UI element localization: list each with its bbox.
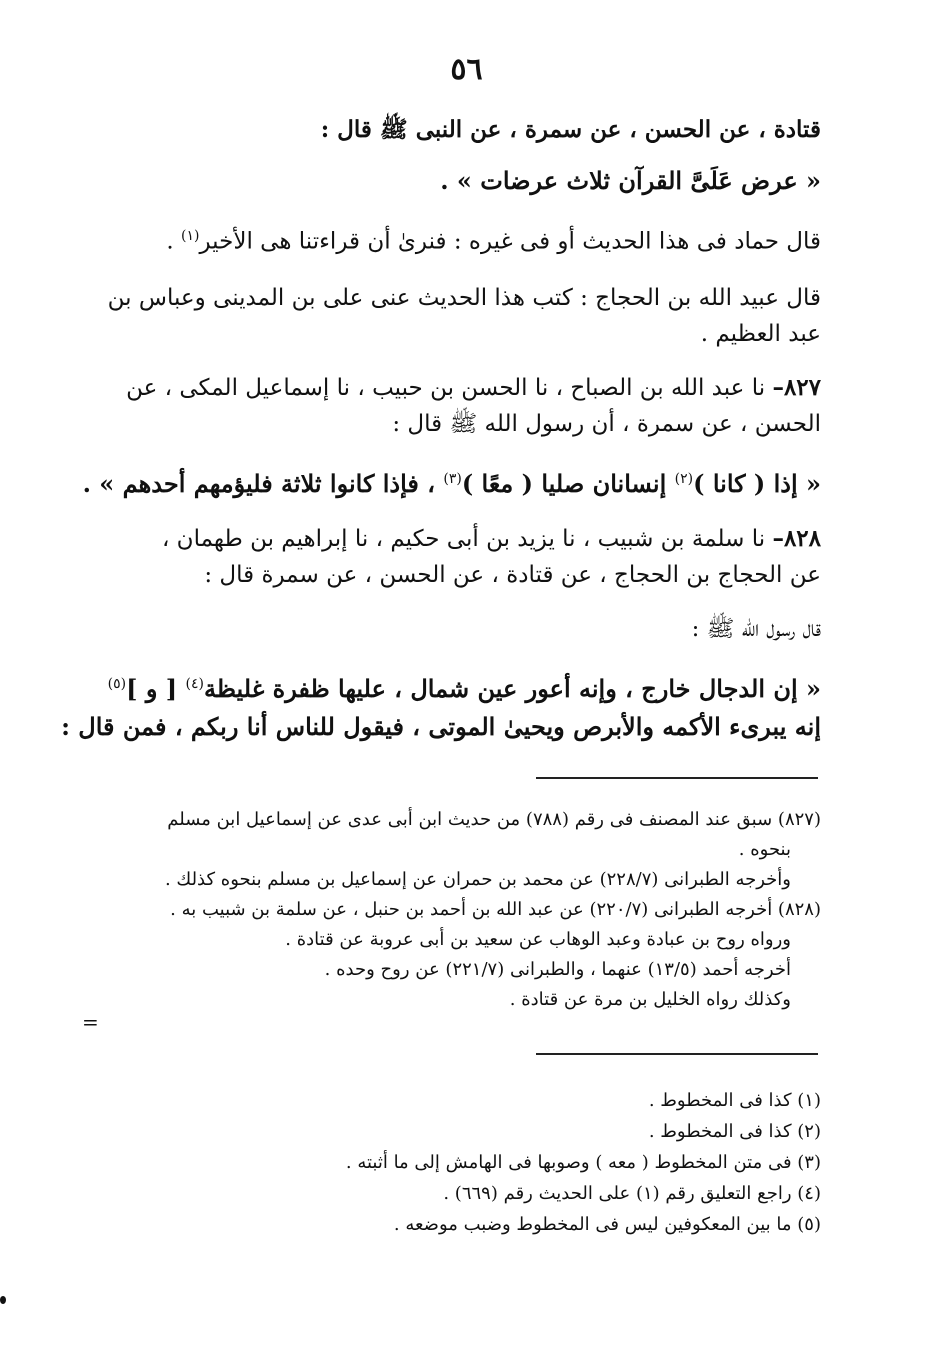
divider-takhrij <box>536 777 818 779</box>
takhrij-notes <box>79 805 821 1015</box>
hadith-827-part-c: ، فإذا كانوا ثلاثة فليؤمهم أحدهم » . <box>82 468 444 498</box>
text-line-rasul: قال رسول الله ﷺ : <box>691 615 821 642</box>
hadith-text-828-line-1 <box>79 665 821 708</box>
footnote-item: (٢) كذا فى المخطوط . <box>648 1121 821 1142</box>
footnote-ref-5: (٥) <box>107 675 127 692</box>
hadith-828-part-a: « إن الدجال خارج ، وإنه أعور عين شمال ، عليها ظفرة غليظة <box>203 673 821 703</box>
text-line-1: قتادة ، عن الحسن ، عن سمرة ، عن النبى ﷺ قال : <box>320 116 821 143</box>
footnote-ref-2: (٢) <box>674 470 694 487</box>
hadith-number-827: ٨٢٧– <box>772 373 821 401</box>
hadith-828-part-b: [ و ] <box>126 673 186 703</box>
hadith-text-1: « عرض عَلَىَّ القرآن ثلاث عرضات » . <box>440 166 821 195</box>
takhrij-line: وكذلك رواه الخليل بن مرة عن قتادة . <box>509 989 791 1010</box>
footnote-item: (٤) راجع التعليق رقم (١) على الحديث رقم (٦٦٩) . <box>443 1183 821 1204</box>
isnad-828-text: نا سلمة بن شبيب ، نا يزيد بن أبى حكيم ، نا إبراهيم بن طهمان ، <box>161 525 773 552</box>
hadith-827-isnad-2: الحسن ، عن سمرة ، أن رسول الله ﷺ قال : <box>392 410 821 437</box>
hadith-827-part-b: إنسانان صليا ( معًا ) <box>461 468 675 498</box>
takhrij-line: بنحوه . <box>738 839 791 860</box>
divider-footnotes <box>536 1053 818 1055</box>
main-text <box>61 112 821 746</box>
page-number: ٥٦ <box>450 52 483 87</box>
footnote-item: (١) كذا فى المخطوط . <box>648 1090 821 1111</box>
hadith-828-isnad-2: عن الحجاج بن الحجاج ، عن قتادة ، عن الحسن ، عن سمرة قال : <box>204 561 821 588</box>
isnad-827-text: نا عبد الله بن الصباح ، نا الحسن بن حبيب ، نا إسماعيل المكى ، عن <box>126 374 773 401</box>
continuation-mark: = <box>82 1010 99 1034</box>
hadith-827-part-a: « إذا ( كانا ) <box>693 468 821 498</box>
footnote-item: (٣) فى متن المخطوط ( معه ) وصوبها فى الهامش إلى ما أثبته . <box>345 1152 821 1173</box>
takhrij-line: (٨٢٨) أخرجه الطبرانى (٢٢٠/٧) عن عبد الله بن أحمد بن حنبل ، عن سلمة بن شبيب به . <box>170 899 821 920</box>
footnote-ref-3: (٣) <box>443 470 462 487</box>
footnote-ref-1: (١) <box>181 228 200 244</box>
takhrij-line: ورواه روح بن عبادة وعبد الوهاب عن سعيد بن أبى عروبة عن قتادة . <box>285 929 791 950</box>
takhrij-line: (٨٢٧) سبق عند المصنف فى رقم (٧٨٨) من حديث ابن أبى عدى عن إسماعيل ابن مسلم <box>167 809 821 830</box>
text-line-hammad <box>79 218 821 260</box>
footnote-item: (٥) ما بين المعكوفين ليس فى المخطوط وضبب موضعه . <box>393 1214 821 1235</box>
hammad-end: . <box>166 228 182 255</box>
hammad-text: قال حماد فى هذا الحديث أو فى غيره : فنرىٰ أن قراءتنا هى الأخير <box>199 228 821 255</box>
takhrij-line: وأخرجه الطبرانى (٢٢٨/٧) عن محمد بن حمران عن إسماعيل بن مسلم بنحوه كذلك . <box>164 869 791 890</box>
footnote-ref-4: (٤) <box>185 675 204 692</box>
hadith-827-isnad-1 <box>79 370 821 406</box>
hadith-number-828: ٨٢٨– <box>772 524 821 552</box>
hadith-text-828-line-2: إنه يبرىء الأكمه والأبرص ويحيىٰ الموتى ، فيقول للناس أنا ربكم ، فمن قال : <box>61 711 821 741</box>
text-line-ubaydallah-2: عبد العظيم . <box>700 320 821 347</box>
takhrij-line: أخرجه أحمد (١٣/٥) عنهما ، والطبرانى (٢٢١/٧) عن روح وحده . <box>324 959 791 980</box>
hadith-text-827 <box>79 460 821 503</box>
text-line-ubaydallah-1: قال عبيد الله بن الحجاج : كتب هذا الحديث عنى على بن المدينى وعباس بن <box>107 284 821 311</box>
scan-speck <box>0 1296 6 1304</box>
hadith-828-isnad-1 <box>79 521 821 557</box>
footnotes <box>79 1085 821 1240</box>
